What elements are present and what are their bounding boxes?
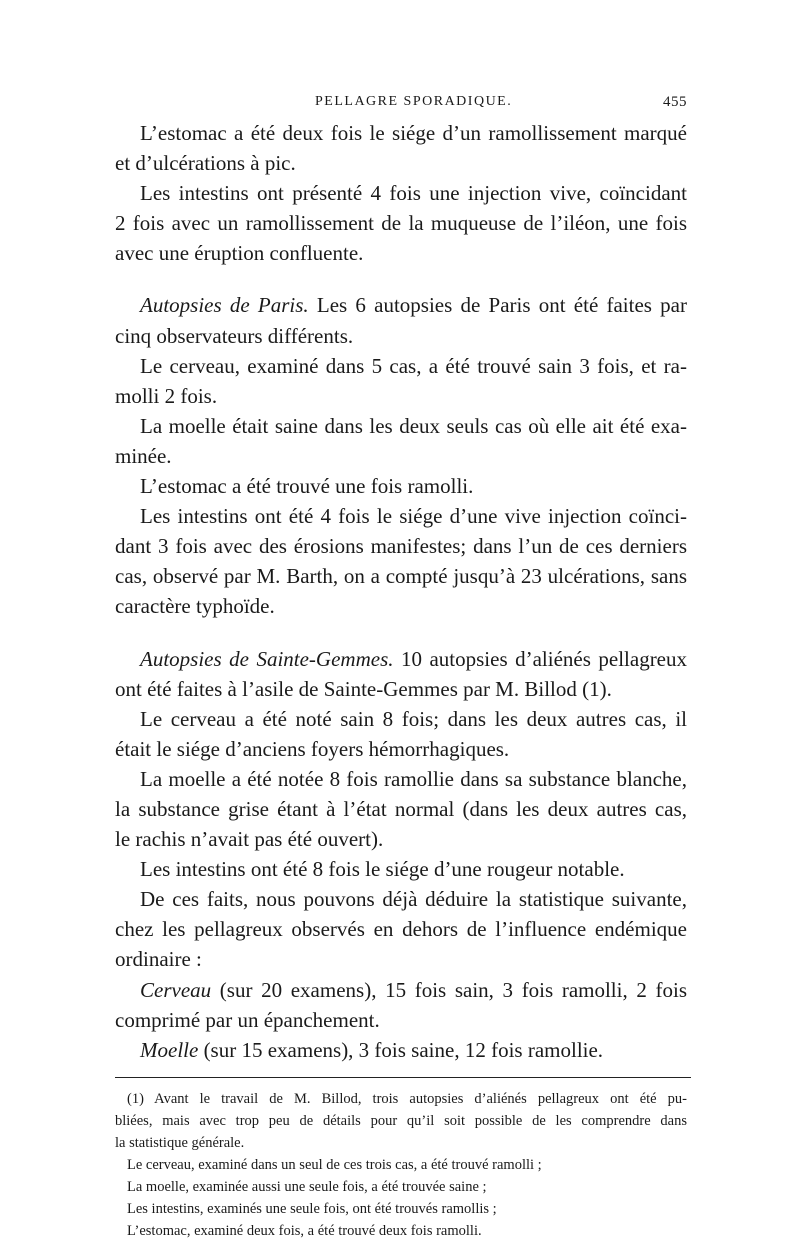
summary-label: Cerveau xyxy=(140,977,212,1002)
footnote-line: bliées, mais avec trop peu de détails pour qu’il soit possible de les comprendre dans xyxy=(115,1112,687,1129)
text-line: dant 3 fois avec des érosions manifestes; dans l’un de ces derniers xyxy=(115,534,687,559)
summary-line xyxy=(115,1035,687,1065)
footnote-item: Le cerveau, examiné dans un seul de ces trois cas, a été trouvé ramolli ; xyxy=(127,1156,542,1173)
footnote-item: La moelle, examinée aussi une seule fois, a été trouvée saine ; xyxy=(127,1178,487,1195)
text-run: Les 6 autopsies de Paris ont été faites par xyxy=(316,293,687,318)
text-line: était le siége d’anciens foyers hémorrhagiques. xyxy=(115,736,510,761)
text-line: Les intestins ont présenté 4 fois une injection vive, coïncidant xyxy=(140,181,687,206)
text-line: Les intestins ont été 8 fois le siége d’une rougeur notable. xyxy=(140,857,625,882)
footnote-item: Les intestins, examinés une seule fois, ont été trouvés ramollis ; xyxy=(127,1200,497,1217)
text-run: (sur 20 examens), 15 fois sain, 3 fois ramolli, 2 fois xyxy=(219,977,687,1002)
text-line: Le cerveau, examiné dans 5 cas, a été trouvé sain 3 fois, et ra- xyxy=(140,353,687,378)
text-line: L’estomac a été deux fois le siége d’un ramollissement marqué xyxy=(140,121,687,145)
text-line: comprimé par un épanchement. xyxy=(115,1007,380,1032)
section-heading-line xyxy=(115,290,687,320)
section-heading-line xyxy=(115,644,687,674)
page-header xyxy=(115,92,687,118)
page-number: 455 xyxy=(663,94,687,110)
main-text xyxy=(115,118,687,1065)
summary-label: Moelle xyxy=(140,1037,199,1062)
footnote-rule xyxy=(115,1077,691,1078)
text-line: cas, observé par M. Barth, on a compté jusqu’à 23 ulcérations, sans xyxy=(115,564,687,589)
book-page xyxy=(115,92,687,1242)
footnote-line: la statistique générale. xyxy=(115,1134,245,1151)
text-line: ont été faites à l’asile de Sainte-Gemmes par M. Billod (1). xyxy=(115,676,612,701)
text-line: 2 fois avec un ramollissement de la muqueuse de l’iléon, une fois xyxy=(115,211,687,236)
text-line: le rachis n’avait pas été ouvert). xyxy=(115,827,384,852)
text-line: L’estomac a été trouvé une fois ramolli. xyxy=(140,474,474,499)
text-line: Le cerveau a été noté sain 8 fois; dans les deux autres cas, il xyxy=(140,706,687,731)
text-line: molli 2 fois. xyxy=(115,383,218,408)
section-heading: Autopsies de Sainte-Gemmes. xyxy=(140,646,394,671)
text-run: 10 autopsies d’aliénés pellagreux xyxy=(400,646,688,671)
text-line: De ces faits, nous pouvons déjà déduire la statistique suivante, xyxy=(140,887,687,912)
text-line: avec une éruption confluente. xyxy=(115,241,364,266)
running-title: PELLAGRE SPORADIQUE. xyxy=(315,94,513,109)
footnote-item: L’estomac, examiné deux fois, a été trouvé deux fois ramolli. xyxy=(127,1222,482,1239)
text-line: chez les pellagreux observés en dehors de l’influence endémique xyxy=(115,917,687,942)
footnote-line: (1) Avant le travail de M. Billod, trois autopsies d’aliénés pellagreux ont été pu- xyxy=(127,1090,687,1107)
text-line: cinq observateurs différents. xyxy=(115,323,354,348)
text-line: minée. xyxy=(115,443,172,468)
footnote xyxy=(115,1088,687,1242)
text-line: et d’ulcérations à pic. xyxy=(115,151,296,176)
section-heading: Autopsies de Paris. xyxy=(140,293,309,318)
text-line: caractère typhoïde. xyxy=(115,594,275,619)
text-line: ordinaire : xyxy=(115,947,202,972)
text-line: Les intestins ont été 4 fois le siége d’une vive injection coïnci- xyxy=(140,504,687,529)
text-line: La moelle était saine dans les deux seuls cas où elle ait été exa- xyxy=(140,413,687,438)
text-line: la substance grise étant à l’état normal (dans les deux autres cas, xyxy=(115,796,687,821)
text-line: La moelle a été notée 8 fois ramollie dans sa substance blanche, xyxy=(140,766,687,791)
section-gap xyxy=(115,622,687,644)
summary-line xyxy=(115,975,687,1005)
section-gap xyxy=(115,268,687,290)
text-run: (sur 15 examens), 3 fois saine, 12 fois ramollie. xyxy=(203,1037,604,1062)
